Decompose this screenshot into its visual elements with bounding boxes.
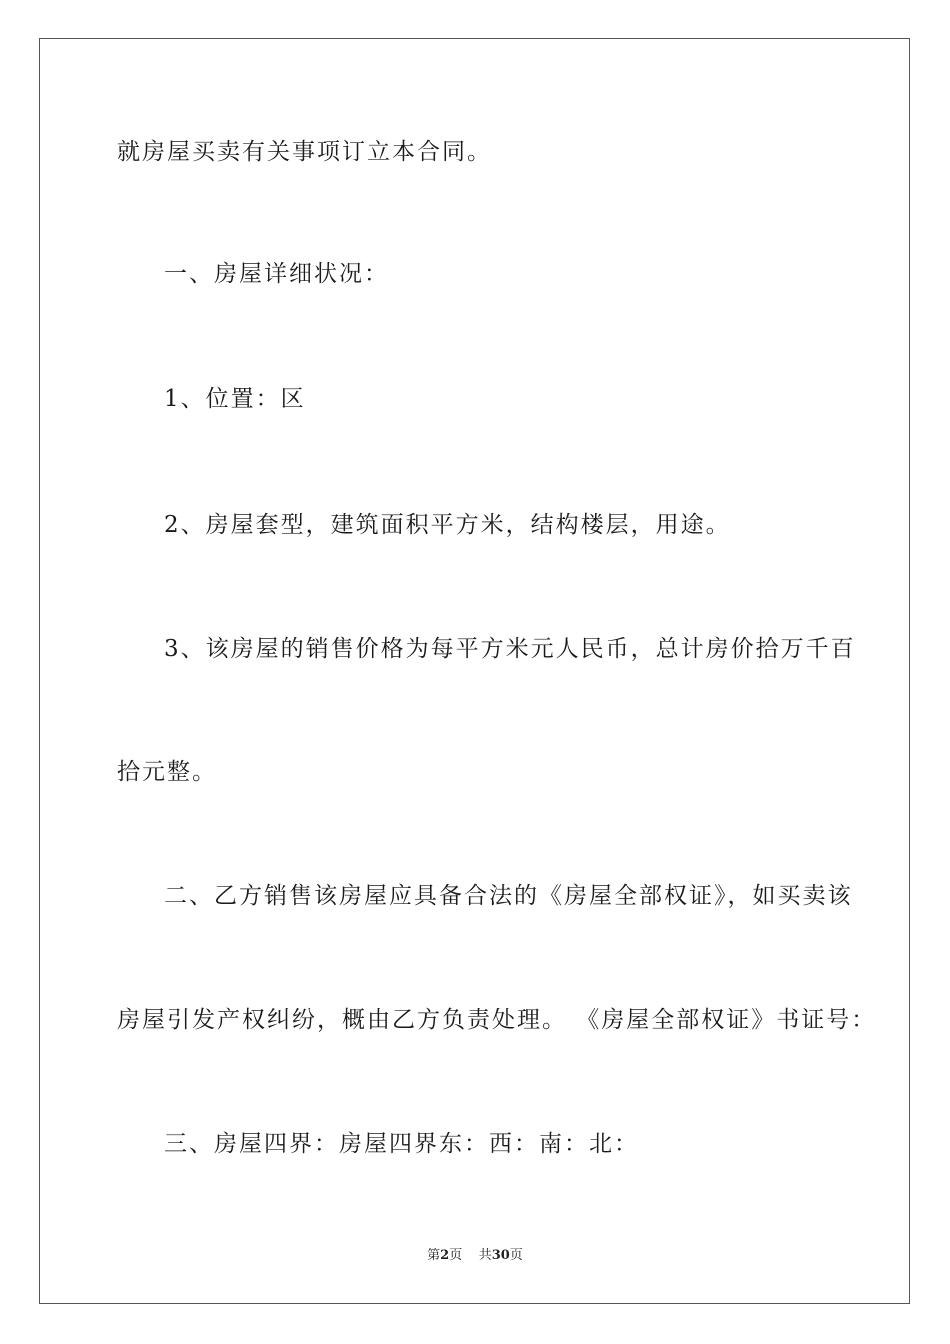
paragraph-price: 3、该房屋的销售价格为每平方米元人民币，总计房价拾万千百	[164, 636, 856, 662]
section-heading-3: 三、房屋四界：房屋四界东：西：南：北：	[164, 1131, 639, 1157]
paragraph-house-type: 2、房屋套型，建筑面积平方米，结构楼层，用途。	[164, 512, 731, 538]
paragraph-line-1: 就房屋买卖有关事项订立本合同。	[117, 139, 492, 165]
page-footer	[0, 1247, 950, 1265]
page-border	[39, 38, 910, 1304]
footer-total-suffix: 页	[509, 1248, 523, 1263]
footer-total-pages: 30	[491, 1248, 510, 1263]
footer-total-prefix: 共	[478, 1248, 492, 1263]
footer-page-number: 2	[440, 1248, 450, 1263]
footer-page-suffix: 页	[449, 1248, 463, 1263]
section-heading-1: 一、房屋详细状况：	[164, 261, 389, 287]
paragraph-price-continued: 拾元整。	[117, 759, 217, 785]
section-heading-2: 二、乙方销售该房屋应具备合法的《房屋全部权证》，如买卖该	[164, 883, 853, 909]
footer-page-prefix: 第	[427, 1248, 441, 1263]
paragraph-location: 1、位置：区	[164, 386, 306, 412]
paragraph-ownership: 房屋引发产权纠纷，概由乙方负责处理。 《房屋全部权证》书证号：	[117, 1007, 877, 1033]
